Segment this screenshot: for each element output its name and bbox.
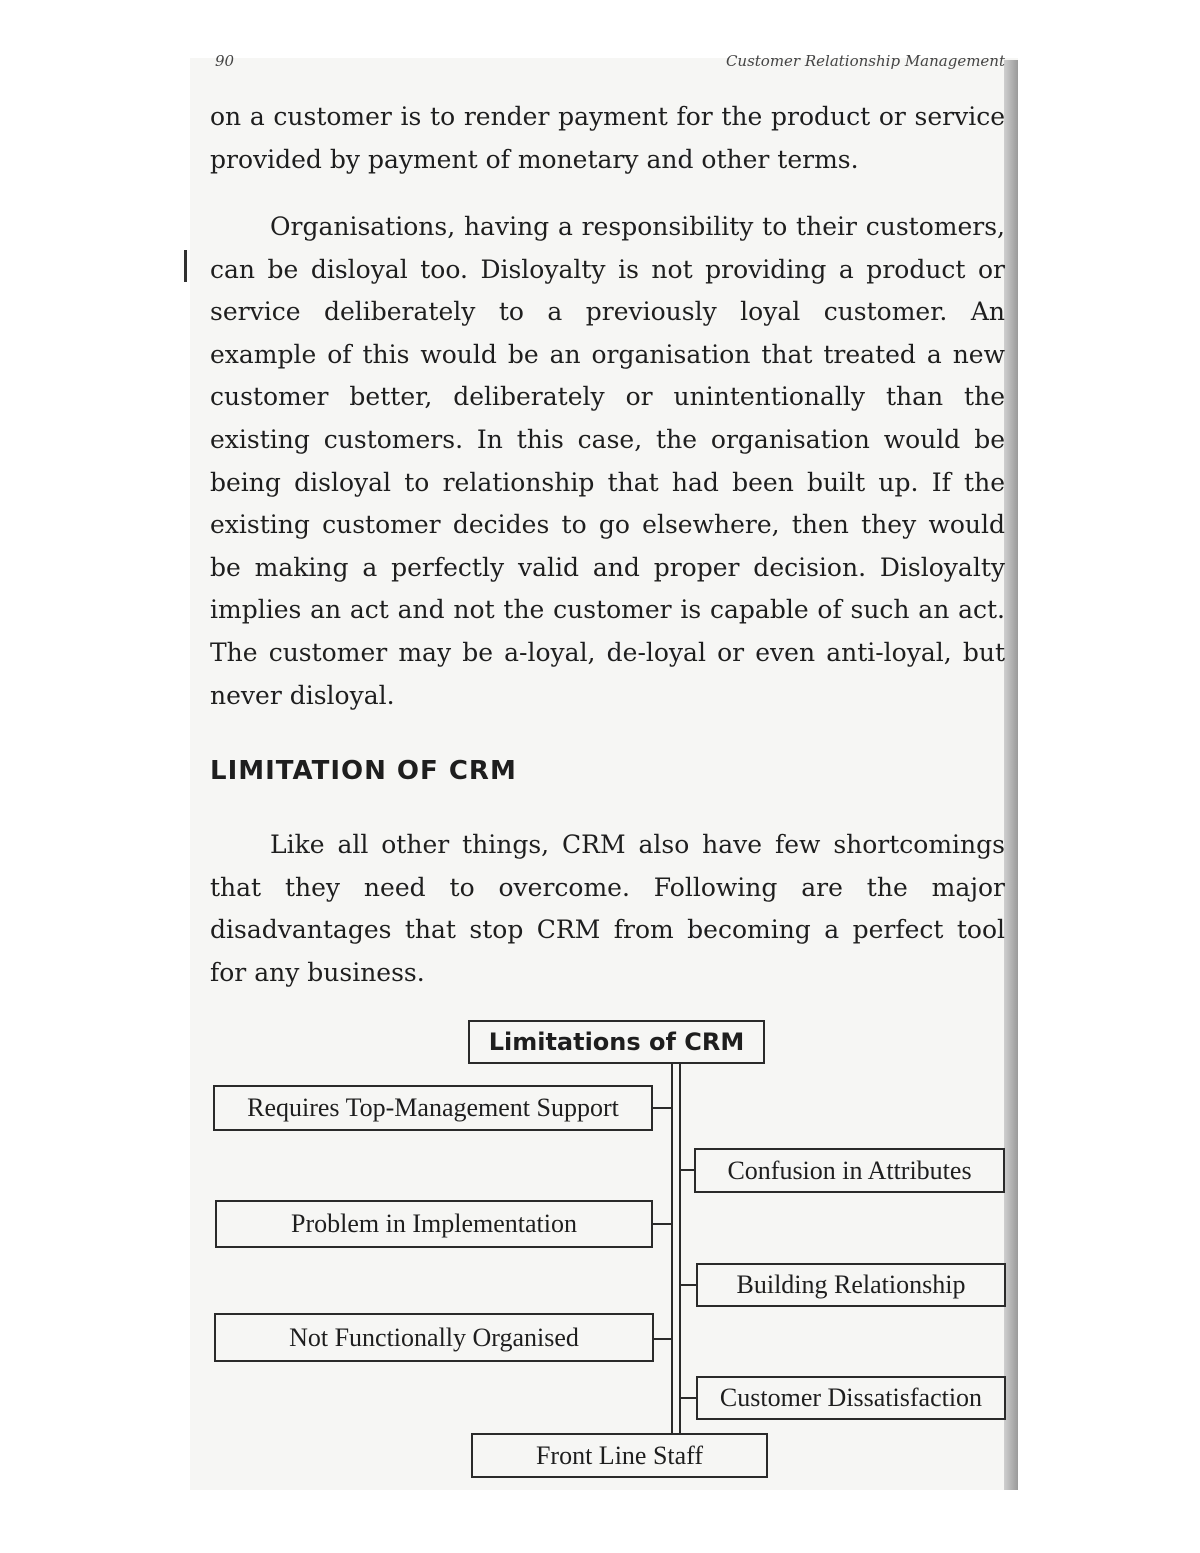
left-box-2 xyxy=(215,1200,653,1248)
right-box-1 xyxy=(694,1148,1005,1193)
section-heading: LIMITATION OF CRM xyxy=(210,756,517,786)
page-edge xyxy=(1004,60,1018,1490)
left-box-3 xyxy=(214,1313,654,1362)
left-box-1 xyxy=(213,1085,653,1131)
connector-right-2 xyxy=(680,1284,696,1286)
right-item-label: Customer Dissatisfaction xyxy=(719,1383,983,1412)
diagram-title: Limitations of CRM xyxy=(488,1028,745,1056)
right-box-2 xyxy=(696,1263,1006,1307)
connector-left-1 xyxy=(652,1107,672,1109)
margin-mark xyxy=(184,250,187,282)
paragraph-3: Like all other things, CRM also have few shortcomings that they need to overcome. Following are the major disadvantages that stop CRM from becoming a perfect tool for any business. xyxy=(210,830,1005,987)
page-header xyxy=(215,52,1005,74)
vertical-trunk-right xyxy=(679,1063,681,1434)
connector-left-3 xyxy=(654,1338,672,1340)
connector-left-2 xyxy=(652,1223,672,1225)
vertical-trunk-left xyxy=(671,1063,673,1434)
left-item-label: Not Functionally Organised xyxy=(289,1322,579,1352)
right-item-label: Confusion in Attributes xyxy=(727,1155,972,1185)
paragraph-2: Organisations, having a responsibility to their customers, can be disloyal too. Disloyalty is not providing a product or service deliberately to a previously loyal customer. An example of this would be an organisation that treated a new customer better, deliberately or unintentionally than the existing customers. In this case, the organisation would be being disloyal to relationship that had been built up. If the existing customer decides to go elsewhere, then they would be making a perfectly valid and proper decision. Disloyalty implies an act and not the customer is capable of such an act. The customer may be a-loyal, de-loyal or even anti-loyal, but never disloyal. xyxy=(210,212,1005,710)
connector-right-3 xyxy=(680,1397,696,1399)
diagram-title-box xyxy=(468,1020,765,1064)
page-number: 90 xyxy=(215,52,235,70)
left-item-label: Requires Top-Management Support xyxy=(247,1093,619,1122)
right-item-label: Building Relationship xyxy=(736,1270,966,1299)
bottom-item-label: Front Line Staff xyxy=(535,1440,704,1470)
paragraph-1: on a customer is to render payment for the product or service provided by payment of monetary and other terms. xyxy=(210,102,1005,174)
left-item-label: Problem in Implementation xyxy=(291,1209,577,1238)
right-box-3 xyxy=(696,1376,1006,1420)
running-title: Customer Relationship Management xyxy=(725,52,1005,70)
bottom-box xyxy=(471,1433,768,1478)
connector-right-1 xyxy=(680,1169,694,1171)
